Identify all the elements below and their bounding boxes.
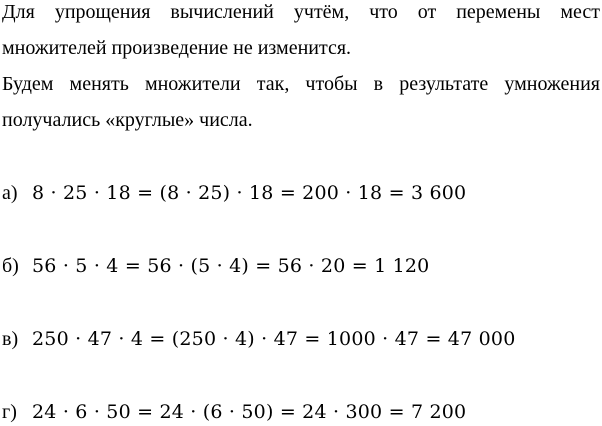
equation-label: а) (2, 181, 18, 204)
equation-b (2, 252, 429, 280)
equation-label: в) (2, 327, 19, 350)
equation-label: б) (2, 254, 19, 277)
intro-paragraph-1: Для упрощения вычислений учтём, что от перемены мест множителей произведение не изменится. (2, 1, 600, 59)
equation-expression: 8 · 25 · 18 = (8 · 25) · 18 = 200 · 18 = 3 600 (32, 182, 467, 204)
equation-label: г) (2, 400, 17, 423)
equation-expression: 24 · 6 · 50 = 24 · (6 · 50) = 24 · 300 = 7 200 (32, 401, 467, 423)
equation-c (2, 325, 516, 353)
equation-expression: 250 · 47 · 4 = (250 · 4) · 47 = 1000 · 47 = 47 000 (32, 328, 516, 350)
equation-a (2, 179, 466, 207)
equation-d (2, 398, 466, 426)
equation-expression: 56 · 5 · 4 = 56 · (5 · 4) = 56 · 20 = 1 120 (32, 255, 430, 277)
intro-paragraph-2: Будем менять множители так, чтобы в результате умножения получались «круглые» числа. (2, 73, 600, 131)
